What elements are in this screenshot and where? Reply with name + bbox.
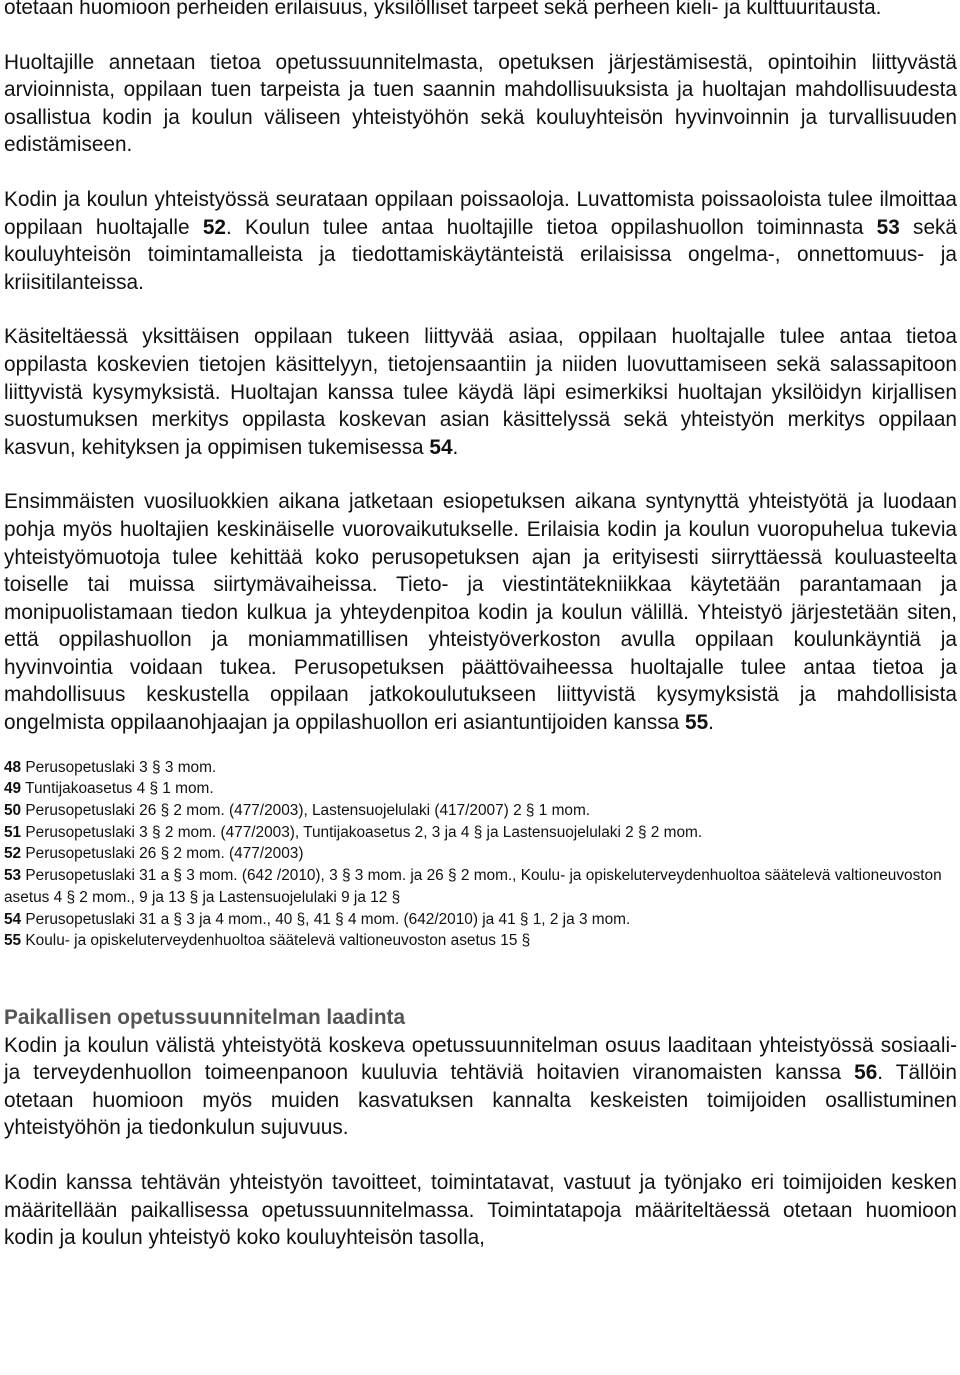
section-paragraph-2 xyxy=(4,1169,957,1252)
section-heading: Paikallisen opetussuunnitelman laadinta xyxy=(4,1005,406,1029)
paragraph-4 xyxy=(4,323,957,461)
document-page xyxy=(4,0,957,1252)
paragraph-text: Kodin ja koulun yhteistyössä seurataan oppilaan poissaoloja. Luvattomista poissaoloista tulee ilmoittaa oppilaan huoltajalle xyxy=(4,187,957,239)
footnote-55 xyxy=(4,930,957,952)
footnote-reference: 54 xyxy=(429,435,453,459)
footnote-51 xyxy=(4,822,957,844)
footnote-number: 48 xyxy=(4,758,22,776)
footnote-number: 52 xyxy=(4,845,22,863)
footnote-reference: 52 xyxy=(202,215,226,239)
section-paragraph-1 xyxy=(4,1032,957,1142)
footnote-53 xyxy=(4,865,957,908)
footnote-number: 50 xyxy=(4,802,22,820)
footnote-50 xyxy=(4,800,957,822)
footnote-text: Perusopetuslaki 26 § 2 mom. (477/2003) xyxy=(21,845,304,863)
paragraph-text: . Koulun tulee antaa huoltajille tietoa oppilashuollon toiminnasta xyxy=(225,215,877,239)
paragraph-text: . xyxy=(452,435,459,459)
paragraph-text: Ensimmäisten vuosiluokkien aikana jatketaan esiopetuksen aikana syntynyttä yhteistyötä ja luodaan pohja myös huoltajien keskinäiselle vuorovaikutukselle. Erilaisia kodin ja koulun vuoropuhelua tukevia yhteistyömuotoja tulee kehittää koko perusopetuksen ajan ja erityisesti siirryttäessä kouluasteelta toiselle tai muissa siirtymävaiheissa. Tieto- ja viestintätekniikkaa käytetään parantamaan ja monipuolistamaan tiedon kulkua ja yhteydenpitoa kodin ja koulun välillä. Yhteistyö järjestetään siten, että oppilashuollon ja moniammatillisen yhteistyöverkoston avulla oppilaan koulunkäyntiä ja hyvinvointia voidaan tukea. Perusopetuksen päättövaiheessa huoltajalle tulee antaa tietoa ja mahdollisuus keskustella oppilaan jatkokoulutukseen liittyvistä kysymyksistä ja mahdollisista ongelmista oppilaanohjaajan ja oppilashuollon eri asiantuntijoiden kanssa xyxy=(4,490,957,735)
paragraph-text: . xyxy=(708,711,714,735)
footnote-reference: 55 xyxy=(685,711,709,735)
paragraph-text: Käsiteltäessä yksittäisen oppilaan tukeen liittyvää asiaa, oppilaan huoltajalle tulee antaa tietoa oppilasta koskevien tietojen käsittelyyn, tietojensaantiin ja niiden luovuttamiseen sekä salassapitoon liittyvistä kysymyksistä. Huoltajan kanssa tulee käydä läpi esimerkiksi huoltajan yksilöidyn kirjallisen suostumuksen merkitys oppilasta koskevan asian käsittelyssä sekä yhteistyön merkitys oppilaan kasvun, kehityksen ja oppimisen tukemisessa xyxy=(4,325,957,459)
paragraph-2 xyxy=(4,49,957,159)
footnote-number: 54 xyxy=(4,910,22,928)
footnotes xyxy=(4,757,957,952)
footnote-text: Perusopetuslaki 26 § 2 mom. (477/2003), Lastensuojelulaki (417/2007) 2 § 1 mom. xyxy=(21,802,591,820)
footnote-reference: 53 xyxy=(876,215,900,239)
paragraph-5 xyxy=(4,488,957,736)
paragraph-1 xyxy=(4,0,957,22)
paragraph-text: otetaan huomioon perheiden erilaisuus, yksilölliset tarpeet sekä perheen kieli- ja kulttuuritausta. xyxy=(4,0,882,19)
paragraph-text: Huoltajille annetaan tietoa opetussuunnitelmasta, opetuksen järjestämisestä, opintoihin liittyvästä arvioinnista, oppilaan tuen tarpeista ja tuen saannin mahdollisuuksista ja huoltajan mahdollisuudesta osallistua kodin ja koulun väliseen yhteistyöhön sekä kouluyhteisön hyvinvoinnin ja turvallisuuden edistämiseen. xyxy=(4,50,957,157)
paragraph-text: Kodin kanssa tehtävän yhteistyön tavoitteet, toimintatavat, vastuut ja työnjako eri toimijoiden kesken määritellään paikallisessa opetussuunnitelmassa. Toimintatapoja määriteltäessä otetaan huomioon kodin ja koulun yhteistyö koko kouluyhteisön tasolla, xyxy=(4,1170,957,1250)
footnote-reference: 56 xyxy=(854,1061,878,1085)
footnote-54 xyxy=(4,909,957,931)
footnote-text: Perusopetuslaki 31 a § 3 ja 4 mom., 40 §, 41 § 4 mom. (642/2010) ja 41 § 1, 2 ja 3 mom. xyxy=(21,910,631,928)
paragraph-text: sekä kouluyhteisön toimintamalleista ja tiedottamiskäytänteistä erilaisissa ongelma-, onnettomuus- ja kriisitilanteissa. xyxy=(4,215,957,294)
footnote-number: 53 xyxy=(4,867,22,885)
footnote-number: 55 xyxy=(4,932,22,950)
footnote-text: Koulu- ja opiskeluterveydenhuoltoa säätelevä valtioneuvoston asetus 15 § xyxy=(21,932,531,950)
paragraph-text: Kodin ja koulun välistä yhteistyötä koskeva opetussuunnitelman osuus laaditaan yhteistyössä sosiaali- ja terveydenhuollon toimeenpanoon kuuluvia tehtäviä hoitavien viranomaisten kanssa xyxy=(4,1033,957,1085)
paragraph-3 xyxy=(4,186,957,296)
footnote-text: Perusopetuslaki 31 a § 3 mom. (642 /2010), 3 § 3 mom. ja 26 § 2 mom., Koulu- ja opiskeluterveydenhuoltoa säätelevä valtioneuvoston asetus 4 § 2 mom., 9 ja 13 § ja Lastensuojelulaki 9 ja 12 § xyxy=(4,867,942,906)
footnote-52 xyxy=(4,843,957,865)
footnote-text: Perusopetuslaki 3 § 3 mom. xyxy=(21,758,217,776)
footnote-text: Perusopetuslaki 3 § 2 mom. (477/2003), Tuntijakoasetus 2, 3 ja 4 § ja Lastensuojelulaki 2 § 2 mom. xyxy=(21,823,703,841)
paragraph-text: . Tällöin otetaan huomioon myös muiden kasvatuksen kannalta keskeisten toimijoiden osallistuminen yhteistyöhön ja tiedonkulun sujuvuus. xyxy=(4,1061,957,1140)
footnote-number: 49 xyxy=(4,780,22,798)
footnote-49 xyxy=(4,778,957,800)
footnote-text: Tuntijakoasetus 4 § 1 mom. xyxy=(21,780,214,798)
footnote-number: 51 xyxy=(4,823,22,841)
footnote-48 xyxy=(4,757,957,779)
